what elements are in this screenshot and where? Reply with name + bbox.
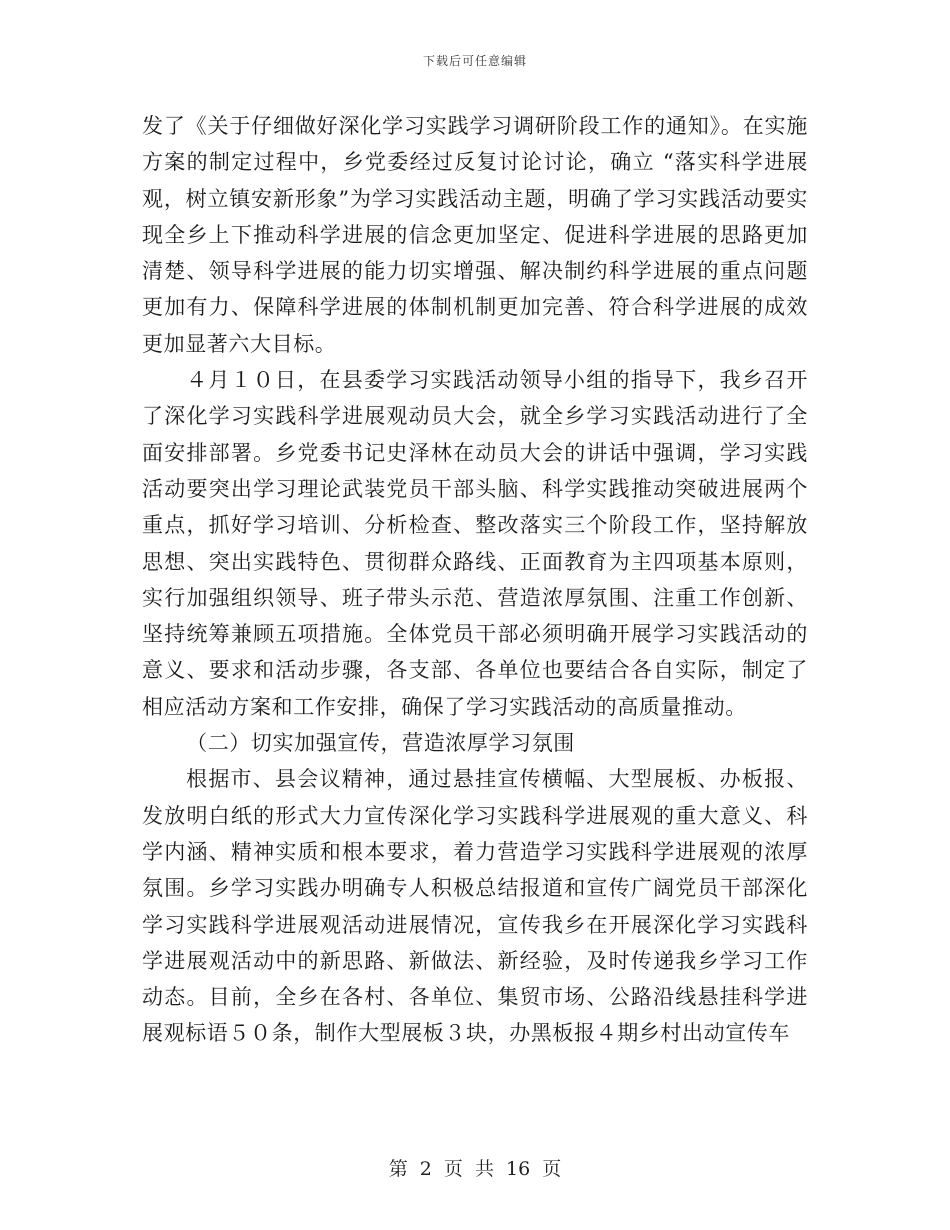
paragraph-1: 发了《关于仔细做好深化学习实践学习调研阶段工作的通知》。在实施方案的制定过程中，乡党委经过反复讨论讨论，确立 “落实科学进展观，树立镇安新形象”为学习实践活动主题，明确了学习实践活动要实现全乡上下推动科学进展的信念更加坚定、促进科学进展的思路更加清楚、领导科学进展的能力切实增强、解决制约科学进展的重点问题更加有力、保障科学进展的体制机制更加完善、符合科学进展的成效更加显著六大目标。 — [142, 114, 808, 356]
paragraph-3: 根据市、县会议精神，通过悬挂宣传横幅、大型展板、办板报、发放明白纸的形式大力宣传深化学习实践科学进展观的重大意义、科学内涵、精神实质和根本要求，着力营造学习实践科学进展观的浓厚氛围。乡学习实践办明确专人积极总结报道和宣传广阔党员干部深化学习实践科学进展观活动进展情况，宣传我乡在开展深化学习实践科学进展观活动中的新思路、新做法、新经验，及时传递我乡学习工作动态。目前，全乡在各村、各单位、集贸市场、公路沿线悬挂科学进展观标语５０条，制作大型展板３块，办黑板报４期乡村出动宣传车 — [142, 767, 808, 1046]
page-footer: 第 2 页 共 16 页 — [388, 1158, 562, 1180]
page-header: 下载后可任意编辑 — [422, 54, 527, 68]
document-body — [142, 108, 808, 1052]
paragraph-2: ４月１０日，在县委学习实践活动领导小组的指导下，我乡召开了深化学习实践科学进展观动员大会，就全乡学习实践活动进行了全面安排部署。乡党委书记史泽林在动员大会的讲话中强调，学习实践活动要突出学习理论武装党员干部头脑、科学实践推动突破进展两个重点，抓好学习培训、分析检查、整改落实三个阶段工作，坚持解放思想、突出实践特色、贯彻群众路线、正面教育为主四项基本原则，实行加强组织领导、班子带头示范、营造浓厚氛围、注重工作创新、坚持统筹兼顾五项措施。全体党员干部必须明确开展学习实践活动的意义、要求和活动步骤，各支部、各单位也要结合各自实际，制定了相应活动方案和工作安排，确保了学习实践活动的高质量推动。 — [142, 368, 808, 719]
section-heading: （二）切实加强宣传，营造浓厚学习氛围 — [186, 731, 575, 756]
